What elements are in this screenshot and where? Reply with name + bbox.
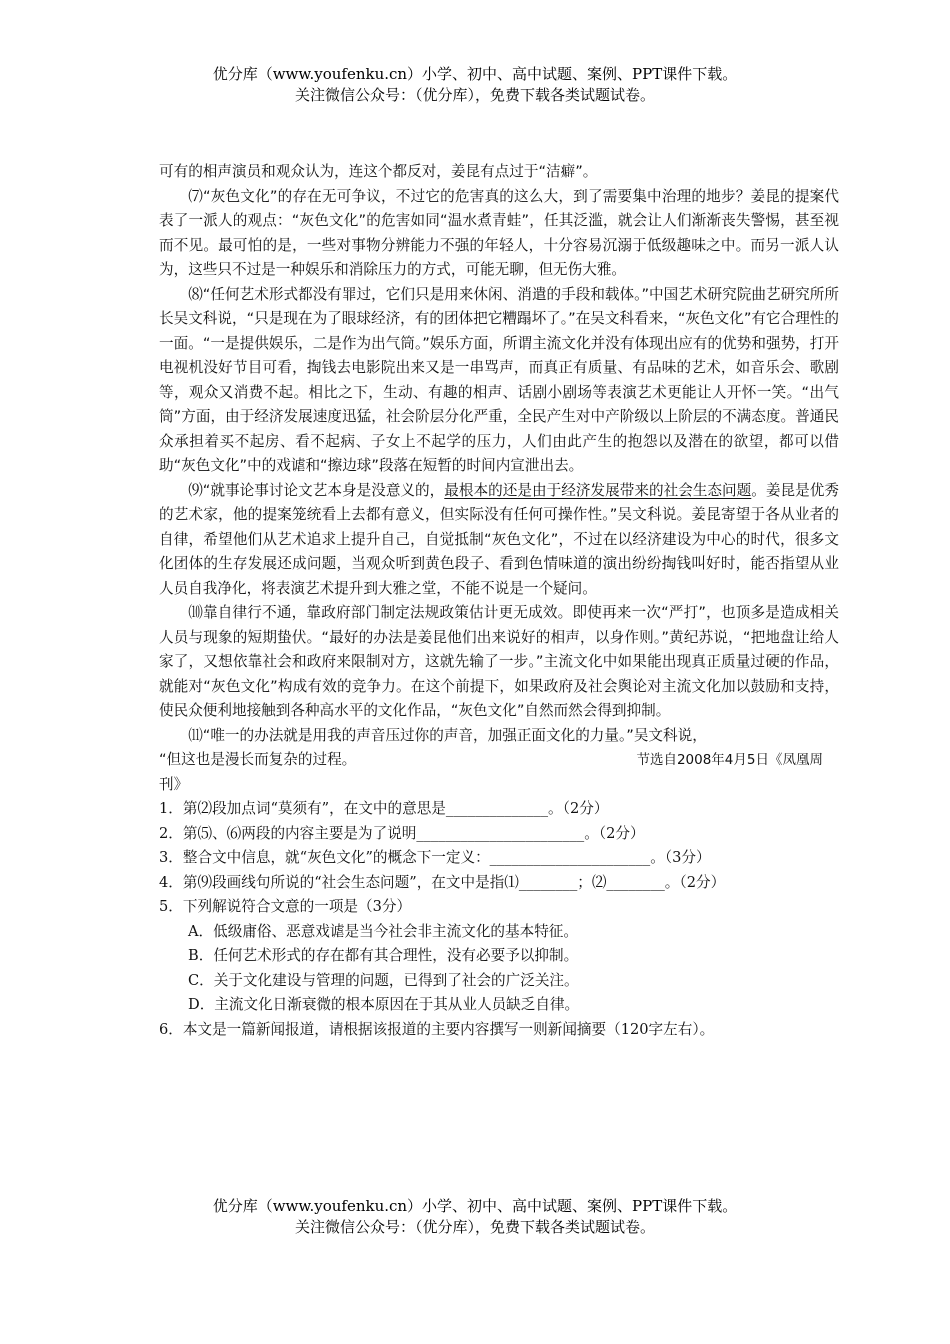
option-d: D．主流文化日渐衰微的根本原因在于其从业人员缺乏自律。 (188, 996, 580, 1013)
question-3: 3．整合文中信息，就“灰色文化”的概念下一定义：______________________。（3分） (159, 849, 711, 866)
underlined-sentence: 最根本的还是由于经济发展带来的社会生态问题 (444, 481, 752, 499)
header-line-1: 优分库（www.youfenku.cn）小学、初中、高中试题、案例、PPT课件下载。 (212, 65, 738, 83)
paragraph-11-end (159, 748, 839, 773)
paragraph-9 (159, 479, 839, 602)
paragraph-7: ⑺“灰色文化”的存在无可争议，不过它的危害真的这么大，到了需要集中治理的地步？姜昆的提案代表了一派人的观点：“灰色文化”的危害如同“温水煮青蛙”，任其泛滥，就会让人们渐渐丧失警惕，甚至视而不见。最可怕的是，一些对事物分辨能力不强的年轻人，十分容易沉溺于低级趣味之中。而另一派人认为，这些只不过是一种娱乐和消除压力的方式，可能无聊，但无伤大雅。 (159, 187, 839, 278)
questions-section (159, 797, 839, 1042)
option-b: B．任何艺术形式的存在都有其合理性，没有必要予以抑制。 (188, 947, 579, 964)
paragraph-11: ⑾“唯一的办法就是用我的声音压过你的声音，加强正面文化的力量。”吴文科说， (188, 726, 707, 744)
paragraph-continued: 可有的相声演员和观众认为，连这个都反对，姜昆有点过于“洁癖”。 (159, 163, 598, 180)
question-5: 5．下列解说符合文意的一项是（3分） (159, 898, 412, 915)
question-2: 2．第⑸、⑹两段的内容主要是为了说明_______________________。（2分） (159, 824, 645, 842)
header-line-2: 关注微信公众号：（优分库），免费下载各类试题试卷。 (294, 86, 655, 104)
question-1: 1．第⑵段加点词“莫须有”，在文中的意思是______________。（2分） (159, 800, 609, 817)
question-6: 6．本文是一篇新闻报道，请根据该报道的主要内容撰写一则新闻摘要（120字左右）。 (159, 1020, 715, 1038)
paragraph-11-quote-end: “但这也是漫长而复杂的过程。 (159, 751, 357, 768)
paragraph-9-rest: 。姜昆是优秀的艺术家，他的提案笼统看上去都有意义，但实际没有任何可操作性。”吴文科说。姜昆寄望于各从业者的自律，希望他们从艺术追求上提升自己，自觉抵制“灰色文化”，不过在以经济建设为中心的时代，很多文化团体的生存发展还成问题，当观众听到黄色段子、看到色情味道的演出纷纷掏钱叫好时，能否指望从业人员自我净化，将表演艺术提升到大雅之堂，不能不说是一个疑问。 (159, 481, 839, 597)
paragraph-8: ⑻“任何艺术形式都没有罪过，它们只是用来休闲、消遣的手段和载体。”中国艺术研究院曲艺研究所所长吴文科说，“只是现在为了眼球经济，有的团体把它糟蹋坏了。”在吴文科看来，“灰色文化”有它合理性的一面。“一是提供娱乐，二是作为出气筒。”娱乐方面，所谓主流文化并没有体现出应有的优势和强势，打开电视机没好节目可看，掏钱去电影院出来又是一串骂声，而真正有质量、有品味的艺术，如音乐会、歌剧等，观众又消费不起。相比之下，生动、有趣的相声、话剧小剧场等表演艺术更能让人开怀一笑。“出气筒”方面，由于经济发展速度迅猛，社会阶层分化严重，全民产生对中产阶级以上阶层的不满态度。普通民众承担着买不起房、看不起病、子女上不起学的压力，人们由此产生的抱怨以及潜在的欲望，都可以借助“灰色文化”中的戏谑和“擦边球”段落在短暂的时间内宣泄出去。 (159, 285, 839, 474)
question-4: 4．第⑼段画线句所说的“社会生态问题”，在文中是指⑴________；⑵________。（2分） (159, 873, 726, 891)
footer-line-1: 优分库（www.youfenku.cn）小学、初中、高中试题、案例、PPT课件下载。 (212, 1197, 738, 1215)
page-header (0, 64, 950, 106)
article-body (159, 160, 839, 1042)
option-a: A．低级庸俗、恶意戏谑是当今社会非主流文化的基本特征。 (188, 922, 578, 940)
option-c: C．关于文化建设与管理的问题，已得到了社会的广泛关注。 (188, 971, 579, 989)
page-footer (0, 1196, 950, 1238)
source-citation: 节选自2008年4月5日《凤凰周 (636, 752, 823, 768)
source-citation-end: 刊》 (159, 775, 189, 793)
paragraph-10: ⑽靠自律行不通，靠政府部门制定法规政策估计更无成效。即使再来一次“严打”，也顶多是造成相关人员与现象的短期蛰伏。“最好的办法是姜昆他们出来说好的相声，以身作则。”黄纪苏说，“把地盘让给人家了，又想依靠社会和政府来限制对方，这就先输了一步。”主流文化中如果能出现真正质量过硬的作品，就能对“灰色文化”构成有效的竞争力。在这个前提下，如果政府及社会舆论对主流文化加以鼓励和支持，使民众便利地接触到各种高水平的文化作品，“灰色文化”自然而然会得到抑制。 (159, 604, 839, 719)
paragraph-9-start: ⑼“就事论事讨论文艺本身是没意义的， (188, 481, 445, 499)
footer-line-2: 关注微信公众号：（优分库），免费下载各类试题试卷。 (294, 1218, 655, 1236)
